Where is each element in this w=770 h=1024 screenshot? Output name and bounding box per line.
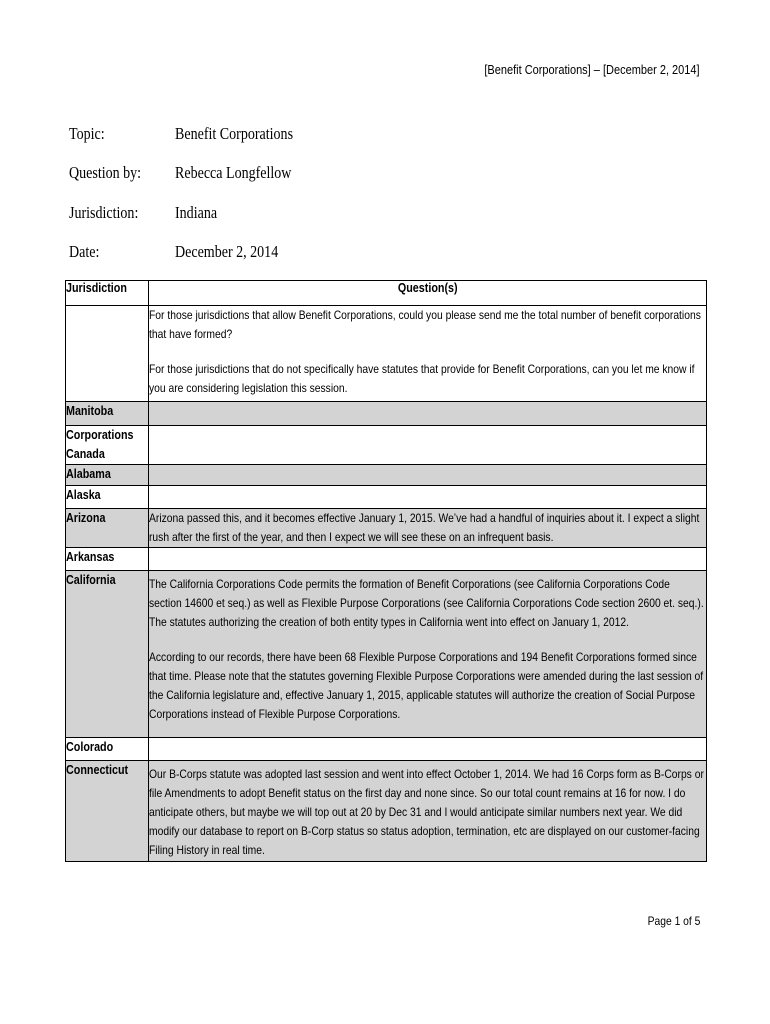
response-cell xyxy=(149,426,707,465)
table-row xyxy=(66,426,707,465)
jurisdiction-name: Arkansas xyxy=(66,548,149,571)
question-by-value: Rebecca Longfellow xyxy=(175,163,292,182)
question-cell xyxy=(149,306,707,402)
column-header-questions: Question(s) xyxy=(149,281,707,306)
meta-topic-row xyxy=(69,124,709,146)
jurisdiction-name: Connecticut xyxy=(66,761,149,862)
jurisdiction-name: Manitoba xyxy=(66,402,149,426)
jurisdiction-name: Colorado xyxy=(66,738,149,761)
response-cell: Our B-Corps statute was adopted last session and went into effect October 1, 2014. We had 16 Corps form as B-Corps or file Amendments to adopt Benefit status on the first day and none since. So our total count remains at 16 for now. I do anticipate others, but maybe we will top out at 20 by Dec 31 and I would anticipate similar numbers next year. We did modify our database to report on B-Corp status so status adoption, termination, etc are displayed on our customer-facing Filing History in real time. xyxy=(149,761,707,862)
page-number: Page 1 of 5 xyxy=(647,914,700,928)
table-row xyxy=(66,509,707,548)
question-1: For those jurisdictions that allow Benefit Corporations, could you please send me the total number of benefit corporations that have formed? xyxy=(149,308,701,341)
california-response-1: The California Corporations Code permits the formation of Benefit Corporations (see California Corporations Code section 14600 et seq.) as well as Flexible Purpose Corporations (see California Corporations Code section 2600 et. seq.). The statutes authorizing the creation of both entity types in California went into effect on January 1, 2012. xyxy=(149,577,704,629)
date-value: December 2, 2014 xyxy=(175,242,279,261)
meta-date-row xyxy=(69,242,709,264)
response-cell: Arizona passed this, and it becomes effective January 1, 2015. We’ve had a handful of inquiries about it. I expect a slight rush after the first of the year, and then I expect we will see these on an infrequent basis. xyxy=(149,509,707,548)
running-header: [Benefit Corporations] – [December 2, 2014] xyxy=(484,63,700,77)
table-row xyxy=(66,486,707,509)
table-row xyxy=(66,465,707,486)
table-header-row xyxy=(66,281,707,306)
table-row xyxy=(66,738,707,761)
date-label: Date: xyxy=(69,242,100,261)
meta-jurisdiction-row xyxy=(69,203,709,225)
jurisdiction-name: Alaska xyxy=(66,486,149,509)
jurisdiction-value: Indiana xyxy=(175,203,218,222)
response-cell xyxy=(149,738,707,761)
response-cell xyxy=(149,548,707,571)
column-header-jurisdiction: Jurisdiction xyxy=(66,281,149,306)
response-cell xyxy=(149,402,707,426)
question-2: For those jurisdictions that do not specifically have statutes that provide for Benefit Corporations, can you let me know if you are considering legislation this session. xyxy=(149,362,695,395)
jurisdiction-label: Jurisdiction: xyxy=(69,203,139,222)
california-response-2: According to our records, there have been 68 Flexible Purpose Corporations and 194 Benefit Corporations formed since that time. Please note that the statutes governing Flexible Purpose Corporations were amended during the last session of the California legislature and, effective January 1, 2015, applicable statutes will authorize the creation of Social Purpose Corporations instead of Flexible Purpose Corporations. xyxy=(149,650,704,721)
jurisdiction-name: Corporations Canada xyxy=(66,426,149,465)
table-row xyxy=(66,761,707,862)
question-row xyxy=(66,306,707,402)
table-row xyxy=(66,402,707,426)
meta-question-by-row xyxy=(69,163,709,185)
jurisdiction-name: California xyxy=(66,571,149,738)
jurisdiction-name: Arizona xyxy=(66,509,149,548)
response-cell xyxy=(149,571,707,738)
questions-table xyxy=(65,280,707,862)
table-row xyxy=(66,548,707,571)
jurisdiction-name: Alabama xyxy=(66,465,149,486)
question-row-blank xyxy=(66,306,149,402)
table-row xyxy=(66,571,707,738)
question-by-label: Question by: xyxy=(69,163,142,182)
response-cell xyxy=(149,465,707,486)
topic-value: Benefit Corporations xyxy=(175,124,294,143)
topic-label: Topic: xyxy=(69,124,105,143)
response-cell xyxy=(149,486,707,509)
